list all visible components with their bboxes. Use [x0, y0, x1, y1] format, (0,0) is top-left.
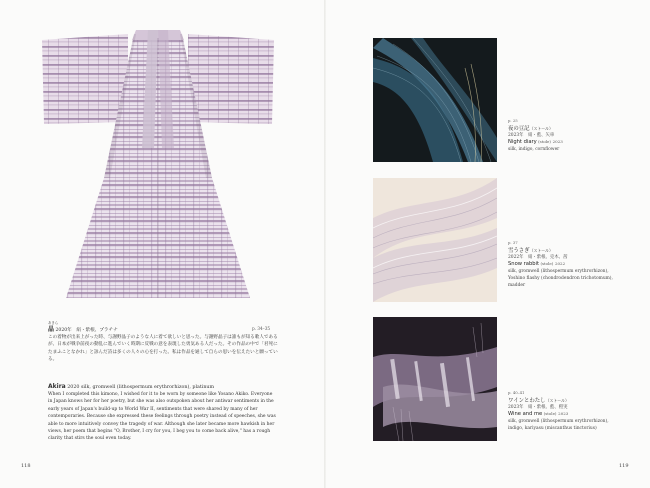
entry-title-jp: 夜の豆記 [508, 125, 530, 132]
entry-kind-en: (stole) [540, 261, 554, 267]
entry-kind-jp: （ストール） [529, 125, 553, 131]
entry-night-diary [508, 118, 618, 154]
book-gutter [324, 0, 326, 488]
entry-year: 2023 [552, 139, 563, 145]
entry-meta-jp: 2022年 絹・紫根、克木、茜 [508, 254, 568, 260]
entry-kind-en: (stole) [538, 139, 551, 145]
caption-line: 2020年 絹・紫根、プラチナ [55, 328, 118, 333]
english-meta: 2020 silk, gromwell (lithospermum erythrorhizon), platinum [67, 385, 215, 390]
entry-kind-en: (stole) [543, 411, 557, 417]
entry-materials: silk, indigo, cornflower [508, 147, 560, 153]
caption-title: 晶 [48, 326, 55, 333]
kimono-photo [36, 28, 280, 328]
english-title: Akira [48, 383, 66, 390]
entry-title-en: Wine and me [508, 411, 543, 418]
entry-title-en: Night diary [508, 139, 537, 146]
night-diary-photo [373, 38, 497, 162]
entry-wine-and-me [508, 390, 618, 433]
entry-page-ref: p. 25 [508, 118, 518, 123]
entry-kind-jp: （ストール） [545, 397, 569, 403]
entry-title-jp: ワインとわたし [508, 397, 546, 404]
entry-year: 2022 [554, 261, 566, 267]
entry-kind-jp: （ストール） [529, 247, 553, 253]
entry-page-ref: p. 40–41 [508, 390, 525, 395]
entry-materials: silk, gromwell (lithospermum erythrorhizon), indigo, kariyasu (miscanthus tinctorius) [508, 419, 609, 431]
body-text-en: When I completed this kimono, I wished for it to be worn by someone like Yosano Akiko. Everyone in Japan knows her for her poetry, but she was also outspoken about her antiwar sentiments in the early years of Japan's build-up to World War II, sentiments that were shared by many of her contemporaries. Because she expressed these feelings through poetry instead of speeches, she was able to more intuitively convey the tragedy of war. Although she later became more hawkish in her views, her poem that begins "O, Brother, I cry for you, I beg you to come back alive," has a rough clarity that stirs the soul even today. [48, 392, 276, 442]
entry-meta-jp: 2023年 絹・紫根、藍、榿実 [508, 404, 568, 410]
snow-rabbit-photo [373, 178, 497, 302]
entry-materials: silk, gromwell (lithospermum erythrorhizon), Yoshino flashy (chondrodendron trichotomum), madder [508, 269, 613, 288]
entry-meta-jp: 2023年 絹・藍、矢車 [508, 132, 555, 138]
wine-and-me-photo [373, 317, 497, 441]
page-number-right: 119 [619, 463, 629, 469]
kimono-page-ref: p. 34–35 [252, 326, 271, 331]
english-caption [48, 383, 278, 390]
entry-year: 2023 [558, 411, 569, 417]
page-number-left: 118 [21, 463, 31, 469]
body-text-jp: この着物が出来上がった時、与謝野晶子のような人に着て欲しいと思った。与謝野晶子は誰もが知る歌人であるが、日本が戦争前夜の動乱に進んでいく時期に反戦の意を表現した勇気ある人だった。その作品の中で「君死にたまふことなかれ」と詠んだ詩は多くの人々の心を打った。私は作品を通して自らの思いを伝えたいと願っている。 [48, 335, 278, 363]
entry-snow-rabbit [508, 240, 618, 290]
entry-page-ref: p. 37 [508, 240, 518, 245]
caption-ruby: あきら [48, 321, 59, 325]
entry-title-en: Snow rabbit [508, 261, 540, 268]
kimono-caption-jp [48, 321, 118, 333]
entry-title-jp: 雪うさぎ [508, 247, 530, 254]
